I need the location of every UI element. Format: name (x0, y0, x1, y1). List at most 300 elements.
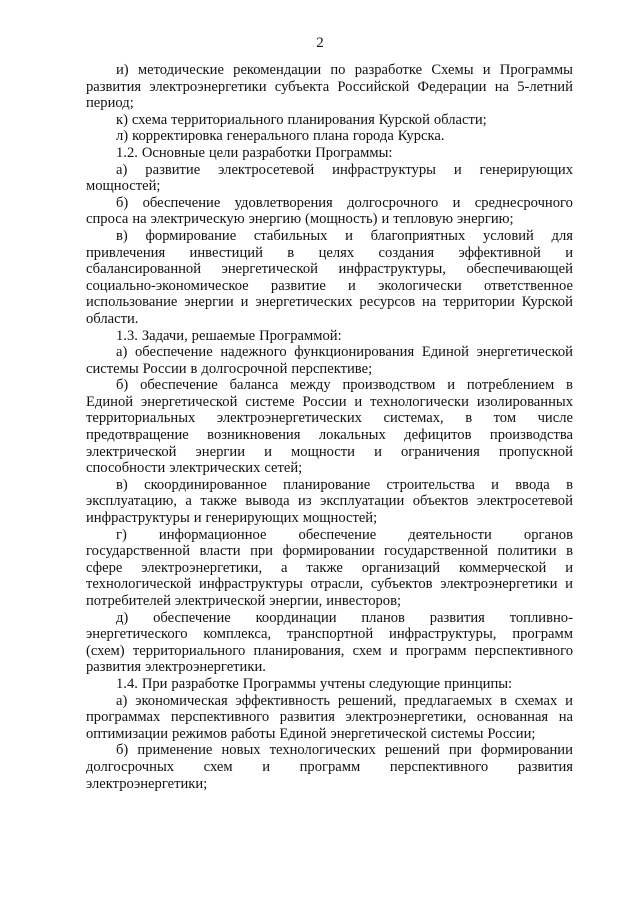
word: электросетевой (476, 493, 573, 510)
word: Программы: (315, 144, 393, 161)
word: и (565, 692, 573, 709)
word: и (491, 476, 499, 493)
word: территориальных (86, 410, 196, 427)
word: и (452, 194, 461, 211)
paragraph (86, 742, 573, 792)
text-line (86, 328, 573, 345)
word: планирование (283, 476, 371, 493)
word: обеспечивающей (466, 261, 573, 278)
word: электроэнергетики (149, 78, 267, 95)
word: планирования, (253, 642, 345, 659)
word: б) (116, 742, 129, 759)
word: России (142, 360, 187, 377)
word: энергии, (269, 593, 323, 609)
word: России; (487, 725, 536, 742)
word: и (264, 443, 272, 460)
word: энергии (195, 443, 246, 460)
word: развития (279, 709, 335, 726)
word: технологических (269, 742, 376, 759)
text-line (86, 410, 573, 427)
word: тепловую (393, 211, 454, 228)
word: методические (137, 62, 224, 78)
word: б) (116, 377, 129, 394)
word: Единой (279, 725, 327, 742)
word: и (348, 277, 356, 294)
word: строительства (386, 476, 475, 493)
word: схем (203, 758, 233, 775)
word: 1.2. (116, 144, 138, 161)
word: между (290, 377, 331, 394)
word: инфраструктуры (332, 161, 436, 178)
word: эксплуатации (320, 493, 405, 510)
word: решений (384, 742, 440, 759)
word: (схем) (86, 642, 125, 659)
word: производства (489, 427, 573, 444)
word: в (566, 377, 573, 394)
word: и (389, 642, 398, 659)
word: энергетической (330, 725, 427, 742)
paragraph (86, 610, 573, 676)
paragraph (86, 477, 573, 527)
word: а (185, 493, 192, 510)
word: и (262, 758, 271, 775)
word: государственной (384, 543, 489, 560)
text-line (86, 195, 573, 212)
word: в) (116, 227, 128, 244)
word: на (421, 294, 437, 311)
word: создания (378, 244, 435, 261)
word: б) (116, 194, 129, 211)
word: долгосрочных (86, 758, 175, 775)
word: системах, (383, 410, 444, 427)
word: мощностей; (302, 510, 378, 527)
word: а) (116, 692, 128, 709)
word: для (551, 227, 573, 244)
text-line (86, 493, 573, 510)
text-line (86, 726, 573, 743)
word: инфраструктуры, (389, 626, 497, 643)
word: системы (430, 725, 484, 742)
word: среднесрочного (474, 194, 573, 211)
word: долгосрочного (347, 194, 439, 211)
text-line (86, 759, 573, 776)
word: 5-летний (517, 78, 573, 95)
word: в) (116, 476, 128, 493)
word: территориального (171, 111, 284, 128)
word: дефицитов (404, 427, 472, 444)
word: Схемы (431, 62, 474, 78)
word: основанная (476, 709, 549, 726)
text-line (86, 79, 573, 96)
word: способности (86, 460, 166, 477)
word: применение (137, 742, 213, 759)
text-line (86, 261, 573, 278)
word: Единой (421, 344, 469, 361)
text-line (86, 162, 573, 179)
paragraph (86, 693, 573, 743)
paragraph (86, 62, 573, 112)
paragraph (86, 676, 573, 693)
text-line (86, 361, 573, 378)
word: электрических (169, 460, 261, 477)
word: программах (86, 709, 161, 726)
word: экологически (378, 277, 462, 294)
word: электрической (174, 593, 266, 609)
word: энергии (184, 294, 234, 311)
paragraph (86, 377, 573, 477)
text-line (86, 427, 573, 444)
word: энергию; (457, 211, 514, 228)
word: разработке (171, 675, 239, 692)
word: области; (433, 111, 487, 128)
word: Курской (521, 294, 573, 311)
word: пропускной (498, 443, 573, 460)
word: надежного (220, 344, 287, 361)
text-line (86, 228, 573, 245)
word: энергетического (86, 626, 188, 643)
word: корректировка (132, 128, 223, 145)
word: долгосрочной (201, 360, 288, 377)
word: информационное (158, 526, 267, 543)
paragraph (86, 145, 573, 162)
word: и (345, 227, 353, 244)
word: использование (86, 294, 178, 311)
word: потреблением (466, 377, 555, 394)
document-body (86, 62, 573, 792)
word: схема (131, 111, 168, 128)
word: политики (497, 543, 557, 560)
word: энергетической (476, 344, 573, 361)
word: также (200, 493, 237, 510)
word: (мощность) (305, 211, 378, 228)
word: коммерческой (458, 559, 547, 576)
word: организаций (361, 559, 441, 576)
text-line (86, 776, 573, 793)
word: а) (116, 344, 128, 361)
word: скоординированное (144, 476, 267, 493)
paragraph (86, 112, 573, 129)
word: перспективе; (291, 360, 373, 377)
word: работы (230, 725, 276, 742)
word: России (302, 393, 347, 410)
word: мощностей; (86, 178, 161, 195)
word: а) (116, 161, 128, 178)
word: привлечения (86, 244, 166, 261)
word: территориального (132, 642, 246, 659)
word: Программы (242, 675, 316, 692)
word: ответственное (483, 277, 573, 294)
text-line (86, 344, 573, 361)
paragraph (86, 344, 573, 377)
word: локальных (318, 427, 386, 444)
word: ввода (515, 476, 550, 493)
word: потребителей (86, 593, 171, 609)
text-line (86, 593, 573, 610)
word: в (499, 692, 507, 709)
text-line (86, 576, 573, 593)
text-line (86, 560, 573, 577)
word: перспективного (170, 709, 270, 726)
word: цели (208, 144, 239, 161)
text-line (86, 62, 573, 79)
word: и (453, 161, 462, 178)
text-line (86, 610, 573, 627)
word: разработки (242, 144, 312, 161)
word: обеспечение (153, 609, 231, 626)
word: разработке (354, 62, 423, 78)
word: предотвращение (86, 427, 189, 444)
text-line (86, 527, 573, 544)
word: программ (405, 642, 467, 659)
text-line (86, 543, 573, 560)
word: рекомендации (233, 62, 322, 78)
word: ограничения (400, 443, 480, 460)
word: мощности (291, 443, 355, 460)
word: следующие (368, 675, 441, 692)
word: изолированных (476, 393, 573, 410)
word: баланса (229, 377, 279, 394)
word: электроэнергетики (440, 576, 558, 593)
text-line (86, 742, 573, 759)
word: режимов (171, 725, 228, 742)
word: развития (517, 758, 573, 775)
word: плана (313, 128, 349, 145)
word: города (352, 128, 394, 145)
word: территории (443, 294, 515, 311)
word: электроэнергетики; (86, 775, 208, 792)
word: генерирующих (205, 510, 299, 527)
word: технологической (86, 576, 192, 593)
word: обеспечение (140, 377, 218, 394)
text-line (86, 294, 573, 311)
word: генерального (226, 128, 310, 145)
word: на (132, 211, 147, 228)
text-line (86, 128, 573, 145)
text-line (86, 676, 573, 693)
word: планов (361, 609, 405, 626)
word: экономическая (135, 692, 228, 709)
word: 1.4. (116, 675, 138, 692)
word: также (306, 559, 343, 576)
word: в (190, 360, 198, 377)
word: решений, (337, 692, 397, 709)
word: формировании (282, 543, 375, 560)
word: органов (523, 526, 573, 543)
word: удовлетворения (234, 194, 333, 211)
word: развития (429, 609, 485, 626)
word: том (493, 410, 517, 427)
word: энергетических (255, 294, 353, 311)
word: и (240, 294, 249, 311)
paragraph (86, 527, 573, 610)
word: и (447, 377, 456, 394)
word: планирования (287, 111, 375, 128)
word: по (330, 62, 346, 78)
word: комплекса, (203, 626, 272, 643)
word: энергетической (140, 393, 238, 410)
word: д) (116, 609, 129, 626)
word: в (566, 476, 573, 493)
word: в (465, 410, 473, 427)
word: стабильных (253, 227, 328, 244)
text-line (86, 377, 573, 394)
word: Российской (337, 78, 410, 95)
word: спроса (86, 211, 129, 228)
text-line (86, 278, 573, 295)
word: электроэнергетики, (141, 559, 263, 576)
word: ресурсов (359, 294, 416, 311)
word: на (558, 709, 573, 726)
word: энергетической (221, 261, 318, 278)
word: схем (352, 642, 382, 659)
paragraph (86, 195, 573, 228)
word: инвесторов; (326, 593, 402, 609)
paragraph (86, 162, 573, 195)
text-line (86, 477, 573, 494)
text-line (86, 394, 573, 411)
word: функционирования (294, 344, 415, 361)
text-line (86, 245, 573, 262)
word: При (141, 675, 168, 692)
word: генерирующих (479, 161, 573, 178)
word: г) (116, 526, 127, 543)
word: вывода (245, 493, 290, 510)
word: электроэнергетических (216, 410, 362, 427)
word: и (565, 559, 573, 576)
word: Программы (499, 62, 573, 78)
page-number: 2 (316, 35, 324, 51)
word: субъектов (370, 576, 433, 593)
word: инфраструктуры, (338, 261, 446, 278)
word: учтены (319, 675, 366, 692)
word: программ (299, 758, 361, 775)
word: производством (342, 377, 436, 394)
word: развитие (270, 277, 326, 294)
paragraph (86, 128, 573, 145)
word: Федерации (417, 78, 487, 95)
word: эксплуатацию, (86, 493, 177, 510)
word: формирование (145, 227, 237, 244)
word: сфере (86, 559, 123, 576)
word: и) (116, 62, 129, 78)
word: системы (86, 360, 139, 377)
word: решаемые (191, 327, 256, 344)
word: обеспечение (142, 194, 221, 211)
word: перспективного (389, 758, 489, 775)
word: формировании (480, 742, 573, 759)
text-line (86, 178, 573, 195)
word: развития (86, 78, 142, 95)
word: и (354, 393, 363, 410)
word: транспортной (287, 626, 374, 643)
word: сетей; (264, 460, 303, 477)
paragraph (86, 328, 573, 345)
word: к) (116, 111, 128, 128)
word: на (494, 78, 509, 95)
word: при (250, 543, 273, 560)
word: целях (318, 244, 355, 261)
text-line (86, 311, 573, 328)
word: электрическую (150, 211, 245, 228)
text-line (86, 145, 573, 162)
word: Курска. (397, 128, 445, 145)
word: и (565, 244, 573, 261)
word: Программой: (259, 327, 342, 344)
word: перспективного (474, 642, 573, 659)
word: деятельности (408, 526, 492, 543)
text-line (86, 626, 573, 643)
word: эффективность (235, 692, 330, 709)
text-line (86, 709, 573, 726)
word: в (566, 543, 573, 560)
word: числе (537, 410, 573, 427)
word: субъекта (274, 78, 330, 95)
word: системе (245, 393, 295, 410)
word: период; (86, 95, 134, 112)
word: сбалансированной (86, 261, 202, 278)
word: а (280, 559, 288, 576)
word: в (287, 244, 295, 261)
word: Единой (86, 393, 134, 410)
word: топливно- (509, 609, 573, 626)
word: и (565, 576, 573, 593)
word: Основные (141, 144, 205, 161)
text-line (86, 460, 573, 477)
word: Курской (378, 111, 430, 128)
word: электрической (86, 443, 177, 460)
word: электроэнергетики, (345, 709, 467, 726)
word: электросетевой (218, 161, 315, 178)
word: при (448, 742, 472, 759)
word: условий (482, 227, 534, 244)
word: оптимизации (86, 725, 169, 742)
word: социально-экономическое (86, 277, 249, 294)
text-line (86, 643, 573, 660)
word: инфраструктуры (199, 576, 303, 593)
word: объектов (412, 493, 469, 510)
text-line (86, 510, 573, 527)
word: предлагаемых (404, 692, 493, 709)
word: и (374, 443, 382, 460)
word: и (482, 62, 491, 78)
word: 1.3. (116, 327, 138, 344)
word: и (193, 510, 202, 527)
paragraph (86, 228, 573, 328)
word: благоприятных (370, 227, 466, 244)
word: государственной (86, 543, 191, 560)
word: инвестиций (189, 244, 263, 261)
word: энергию (248, 211, 302, 228)
text-line (86, 211, 573, 228)
word: власти (199, 543, 241, 560)
word: электроэнергетики. (145, 659, 266, 676)
text-line (86, 693, 573, 710)
word: развитие (145, 161, 201, 178)
text-line (86, 659, 573, 676)
word: технологически (370, 393, 469, 410)
word: отрасли, (310, 576, 364, 593)
word: схемах (514, 692, 558, 709)
word: области. (86, 310, 139, 327)
word: принципы: (444, 675, 513, 692)
text-line (86, 112, 573, 129)
text-line (86, 95, 573, 112)
word: новых (221, 742, 261, 759)
word: возникновения (207, 427, 301, 444)
word: координации (255, 609, 337, 626)
word: Задачи, (141, 327, 188, 344)
word: эффективной (458, 244, 541, 261)
